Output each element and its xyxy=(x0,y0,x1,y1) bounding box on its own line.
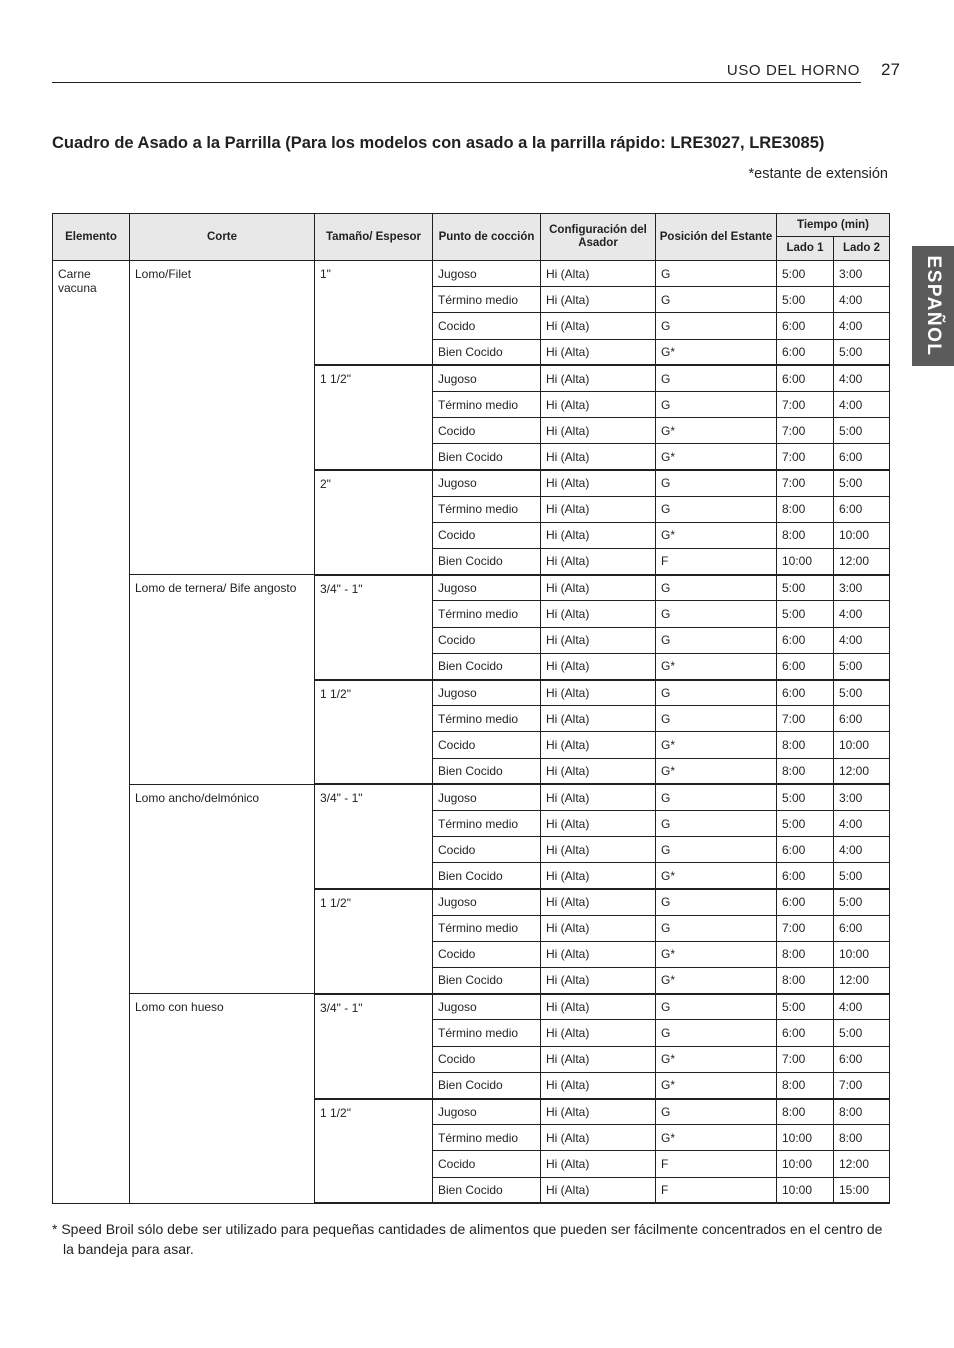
doneness-cell: Término medio xyxy=(433,915,541,941)
broil-setting-cell: Hi (Alta) xyxy=(541,549,656,575)
rack-position-cell: G xyxy=(656,470,777,496)
broil-setting-cell: Hi (Alta) xyxy=(541,575,656,601)
side1-time-cell: 7:00 xyxy=(777,706,834,732)
doneness-cell: Bien Cocido xyxy=(433,653,541,679)
doneness-cell: Cocido xyxy=(433,941,541,967)
side2-time-cell: 5:00 xyxy=(834,889,890,915)
rack-position-cell: G xyxy=(656,627,777,653)
side1-time-cell: 5:00 xyxy=(777,810,834,836)
footnote: * Speed Broil sólo debe ser utilizado para pequeñas cantidades de alimentos que pueden ser fácilmente concentrados en el centro de la bandeja para asar. xyxy=(52,1221,883,1257)
broil-setting-cell: Hi (Alta) xyxy=(541,1125,656,1151)
doneness-cell: Cocido xyxy=(433,418,541,444)
size-cell: 1" xyxy=(315,261,433,366)
rack-position-cell: G xyxy=(656,706,777,732)
broil-setting-cell: Hi (Alta) xyxy=(541,313,656,339)
side1-time-cell: 6:00 xyxy=(777,339,834,365)
doneness-cell: Bien Cocido xyxy=(433,758,541,784)
rack-position-cell: G xyxy=(656,496,777,522)
side1-time-cell: 8:00 xyxy=(777,1099,834,1125)
side1-time-cell: 6:00 xyxy=(777,653,834,679)
rack-position-cell: G xyxy=(656,810,777,836)
doneness-cell: Jugoso xyxy=(433,261,541,287)
broil-setting-cell: Hi (Alta) xyxy=(541,287,656,313)
side1-time-cell: 8:00 xyxy=(777,758,834,784)
side2-time-cell: 5:00 xyxy=(834,339,890,365)
side2-time-cell: 12:00 xyxy=(834,549,890,575)
rack-position-cell: G xyxy=(656,365,777,391)
cut-cell: Lomo de ternera/ Bife angosto xyxy=(130,575,315,785)
header-broil-setting: Configuración del Asador xyxy=(541,214,656,261)
doneness-cell: Bien Cocido xyxy=(433,549,541,575)
broil-setting-cell: Hi (Alta) xyxy=(541,601,656,627)
broil-setting-cell: Hi (Alta) xyxy=(541,1099,656,1125)
doneness-cell: Cocido xyxy=(433,627,541,653)
header-element: Elemento xyxy=(53,214,130,261)
doneness-cell: Cocido xyxy=(433,837,541,863)
size-cell: 3/4" - 1" xyxy=(315,994,433,1099)
doneness-cell: Bien Cocido xyxy=(433,1072,541,1098)
rack-position-cell: G xyxy=(656,889,777,915)
doneness-cell: Término medio xyxy=(433,287,541,313)
broil-setting-cell: Hi (Alta) xyxy=(541,758,656,784)
rack-position-cell: F xyxy=(656,1151,777,1177)
rack-position-cell: G* xyxy=(656,941,777,967)
rack-position-cell: G xyxy=(656,680,777,706)
rack-position-cell: G* xyxy=(656,1046,777,1072)
rack-position-cell: G* xyxy=(656,1125,777,1151)
broil-setting-cell: Hi (Alta) xyxy=(541,784,656,810)
rack-position-cell: G* xyxy=(656,758,777,784)
doneness-cell: Término medio xyxy=(433,1020,541,1046)
side2-time-cell: 12:00 xyxy=(834,968,890,994)
side1-time-cell: 6:00 xyxy=(777,889,834,915)
doneness-cell: Cocido xyxy=(433,1046,541,1072)
side1-time-cell: 7:00 xyxy=(777,470,834,496)
side1-time-cell: 8:00 xyxy=(777,1072,834,1098)
rack-position-cell: G xyxy=(656,391,777,417)
broil-setting-cell: Hi (Alta) xyxy=(541,1151,656,1177)
doneness-cell: Término medio xyxy=(433,1125,541,1151)
broil-setting-cell: Hi (Alta) xyxy=(541,941,656,967)
broil-setting-cell: Hi (Alta) xyxy=(541,863,656,889)
side1-time-cell: 6:00 xyxy=(777,837,834,863)
side1-time-cell: 6:00 xyxy=(777,1020,834,1046)
broil-setting-cell: Hi (Alta) xyxy=(541,1177,656,1203)
side2-time-cell: 6:00 xyxy=(834,706,890,732)
side2-time-cell: 6:00 xyxy=(834,496,890,522)
broil-setting-cell: Hi (Alta) xyxy=(541,680,656,706)
side1-time-cell: 10:00 xyxy=(777,1177,834,1203)
header-rule xyxy=(52,82,861,83)
side1-time-cell: 6:00 xyxy=(777,863,834,889)
size-cell: 1 1/2" xyxy=(315,680,433,785)
side2-time-cell: 3:00 xyxy=(834,784,890,810)
rack-position-cell: G xyxy=(656,1099,777,1125)
rack-position-cell: G xyxy=(656,837,777,863)
size-cell: 2" xyxy=(315,470,433,575)
side2-time-cell: 4:00 xyxy=(834,627,890,653)
doneness-cell: Bien Cocido xyxy=(433,339,541,365)
doneness-cell: Cocido xyxy=(433,522,541,548)
doneness-cell: Jugoso xyxy=(433,470,541,496)
rack-position-cell: F xyxy=(656,549,777,575)
doneness-cell: Jugoso xyxy=(433,365,541,391)
cut-cell: Lomo ancho/delmónico xyxy=(130,784,315,994)
doneness-cell: Término medio xyxy=(433,601,541,627)
side1-time-cell: 6:00 xyxy=(777,365,834,391)
broil-setting-cell: Hi (Alta) xyxy=(541,706,656,732)
doneness-cell: Bien Cocido xyxy=(433,968,541,994)
side2-time-cell: 6:00 xyxy=(834,444,890,470)
side2-time-cell: 8:00 xyxy=(834,1125,890,1151)
side1-time-cell: 5:00 xyxy=(777,784,834,810)
table-row xyxy=(53,261,890,287)
header-side1: Lado 1 xyxy=(777,237,834,261)
doneness-cell: Cocido xyxy=(433,1151,541,1177)
side2-time-cell: 10:00 xyxy=(834,522,890,548)
cut-cell: Lomo con hueso xyxy=(130,994,315,1204)
rack-position-cell: G* xyxy=(656,339,777,365)
broil-setting-cell: Hi (Alta) xyxy=(541,1020,656,1046)
table-row xyxy=(53,994,890,1020)
rack-position-cell: G xyxy=(656,1020,777,1046)
doneness-cell: Bien Cocido xyxy=(433,1177,541,1203)
language-tab xyxy=(912,246,954,366)
broil-setting-cell: Hi (Alta) xyxy=(541,365,656,391)
side2-time-cell: 5:00 xyxy=(834,470,890,496)
side2-time-cell: 4:00 xyxy=(834,601,890,627)
broil-setting-cell: Hi (Alta) xyxy=(541,994,656,1020)
doneness-cell: Término medio xyxy=(433,391,541,417)
rack-position-cell: G* xyxy=(656,732,777,758)
cut-cell: Lomo/Filet xyxy=(130,261,315,575)
rack-note: *estante de extensión xyxy=(748,166,888,182)
rack-position-cell: G xyxy=(656,575,777,601)
size-cell: 1 1/2" xyxy=(315,1099,433,1204)
rack-position-cell: G* xyxy=(656,653,777,679)
doneness-cell: Jugoso xyxy=(433,575,541,601)
rack-position-cell: G xyxy=(656,287,777,313)
size-cell: 3/4" - 1" xyxy=(315,784,433,889)
side2-time-cell: 4:00 xyxy=(834,287,890,313)
broil-setting-cell: Hi (Alta) xyxy=(541,339,656,365)
side2-time-cell: 5:00 xyxy=(834,418,890,444)
side2-time-cell: 6:00 xyxy=(834,1046,890,1072)
rack-position-cell: G xyxy=(656,915,777,941)
side2-time-cell: 4:00 xyxy=(834,391,890,417)
side1-time-cell: 6:00 xyxy=(777,313,834,339)
side2-time-cell: 5:00 xyxy=(834,863,890,889)
header-doneness: Punto de cocción xyxy=(433,214,541,261)
broil-setting-cell: Hi (Alta) xyxy=(541,889,656,915)
side2-time-cell: 4:00 xyxy=(834,365,890,391)
doneness-cell: Término medio xyxy=(433,706,541,732)
side1-time-cell: 10:00 xyxy=(777,549,834,575)
side1-time-cell: 5:00 xyxy=(777,261,834,287)
side1-time-cell: 10:00 xyxy=(777,1151,834,1177)
side1-time-cell: 7:00 xyxy=(777,1046,834,1072)
table-row xyxy=(53,784,890,810)
side2-time-cell: 5:00 xyxy=(834,1020,890,1046)
side1-time-cell: 8:00 xyxy=(777,968,834,994)
doneness-cell: Término medio xyxy=(433,810,541,836)
broil-setting-cell: Hi (Alta) xyxy=(541,496,656,522)
doneness-cell: Jugoso xyxy=(433,994,541,1020)
section-label: USO DEL HORNO xyxy=(726,62,860,79)
rack-position-cell: G* xyxy=(656,418,777,444)
doneness-cell: Jugoso xyxy=(433,784,541,810)
broil-setting-cell: Hi (Alta) xyxy=(541,915,656,941)
side2-time-cell: 8:00 xyxy=(834,1099,890,1125)
rack-position-cell: G* xyxy=(656,522,777,548)
side1-time-cell: 5:00 xyxy=(777,287,834,313)
side1-time-cell: 10:00 xyxy=(777,1125,834,1151)
broil-setting-cell: Hi (Alta) xyxy=(541,522,656,548)
side1-time-cell: 7:00 xyxy=(777,915,834,941)
side1-time-cell: 7:00 xyxy=(777,391,834,417)
size-cell: 1 1/2" xyxy=(315,365,433,470)
side2-time-cell: 12:00 xyxy=(834,758,890,784)
rack-position-cell: G xyxy=(656,784,777,810)
broil-setting-cell: Hi (Alta) xyxy=(541,810,656,836)
rack-position-cell: G* xyxy=(656,863,777,889)
broil-setting-cell: Hi (Alta) xyxy=(541,470,656,496)
broil-setting-cell: Hi (Alta) xyxy=(541,261,656,287)
broil-setting-cell: Hi (Alta) xyxy=(541,444,656,470)
side1-time-cell: 8:00 xyxy=(777,496,834,522)
side1-time-cell: 6:00 xyxy=(777,680,834,706)
side2-time-cell: 4:00 xyxy=(834,810,890,836)
broil-setting-cell: Hi (Alta) xyxy=(541,391,656,417)
header-size: Tamaño/ Espesor xyxy=(315,214,433,261)
broil-setting-cell: Hi (Alta) xyxy=(541,732,656,758)
header-rack-position: Posición del Estante xyxy=(656,214,777,261)
rack-position-cell: F xyxy=(656,1177,777,1203)
side2-time-cell: 10:00 xyxy=(834,941,890,967)
side2-time-cell: 5:00 xyxy=(834,653,890,679)
page-title: Cuadro de Asado a la Parrilla (Para los modelos con asado a la parrilla rápido: LRE3027, LRE3085) xyxy=(52,134,825,152)
doneness-cell: Bien Cocido xyxy=(433,863,541,889)
doneness-cell: Jugoso xyxy=(433,1099,541,1125)
side2-time-cell: 6:00 xyxy=(834,915,890,941)
side1-time-cell: 5:00 xyxy=(777,601,834,627)
side1-time-cell: 6:00 xyxy=(777,627,834,653)
side2-time-cell: 4:00 xyxy=(834,994,890,1020)
size-cell: 1 1/2" xyxy=(315,889,433,994)
header-side2: Lado 2 xyxy=(834,237,890,261)
side1-time-cell: 7:00 xyxy=(777,444,834,470)
side1-time-cell: 8:00 xyxy=(777,941,834,967)
broil-setting-cell: Hi (Alta) xyxy=(541,653,656,679)
broil-setting-cell: Hi (Alta) xyxy=(541,968,656,994)
size-cell: 3/4" - 1" xyxy=(315,575,433,680)
doneness-cell: Bien Cocido xyxy=(433,444,541,470)
doneness-cell: Jugoso xyxy=(433,889,541,915)
rack-position-cell: G* xyxy=(656,444,777,470)
broil-setting-cell: Hi (Alta) xyxy=(541,1072,656,1098)
side1-time-cell: 8:00 xyxy=(777,522,834,548)
broil-setting-cell: Hi (Alta) xyxy=(541,837,656,863)
rack-position-cell: G xyxy=(656,261,777,287)
side2-time-cell: 15:00 xyxy=(834,1177,890,1203)
side1-time-cell: 5:00 xyxy=(777,994,834,1020)
broil-setting-cell: Hi (Alta) xyxy=(541,418,656,444)
rack-position-cell: G* xyxy=(656,1072,777,1098)
broil-setting-cell: Hi (Alta) xyxy=(541,627,656,653)
side2-time-cell: 12:00 xyxy=(834,1151,890,1177)
rack-position-cell: G xyxy=(656,313,777,339)
doneness-cell: Jugoso xyxy=(433,680,541,706)
page-number: 27 xyxy=(881,60,900,79)
doneness-cell: Cocido xyxy=(433,313,541,339)
side1-time-cell: 5:00 xyxy=(777,575,834,601)
rack-position-cell: G xyxy=(656,601,777,627)
header-cut: Corte xyxy=(130,214,315,261)
side1-time-cell: 7:00 xyxy=(777,418,834,444)
language-tab-label: ESPAÑOL xyxy=(923,255,944,357)
table-row xyxy=(53,575,890,601)
side2-time-cell: 7:00 xyxy=(834,1072,890,1098)
doneness-cell: Término medio xyxy=(433,496,541,522)
element-cell: Carne vacuna xyxy=(53,261,130,1204)
doneness-cell: Cocido xyxy=(433,732,541,758)
side2-time-cell: 3:00 xyxy=(834,575,890,601)
side2-time-cell: 4:00 xyxy=(834,837,890,863)
header-time: Tiempo (min) xyxy=(777,214,890,237)
rack-position-cell: G xyxy=(656,994,777,1020)
side1-time-cell: 8:00 xyxy=(777,732,834,758)
side2-time-cell: 10:00 xyxy=(834,732,890,758)
table-body xyxy=(53,261,890,1204)
rack-position-cell: G* xyxy=(656,968,777,994)
side2-time-cell: 5:00 xyxy=(834,680,890,706)
side2-time-cell: 3:00 xyxy=(834,261,890,287)
broil-setting-cell: Hi (Alta) xyxy=(541,1046,656,1072)
side2-time-cell: 4:00 xyxy=(834,313,890,339)
broil-chart-table xyxy=(52,213,890,1204)
